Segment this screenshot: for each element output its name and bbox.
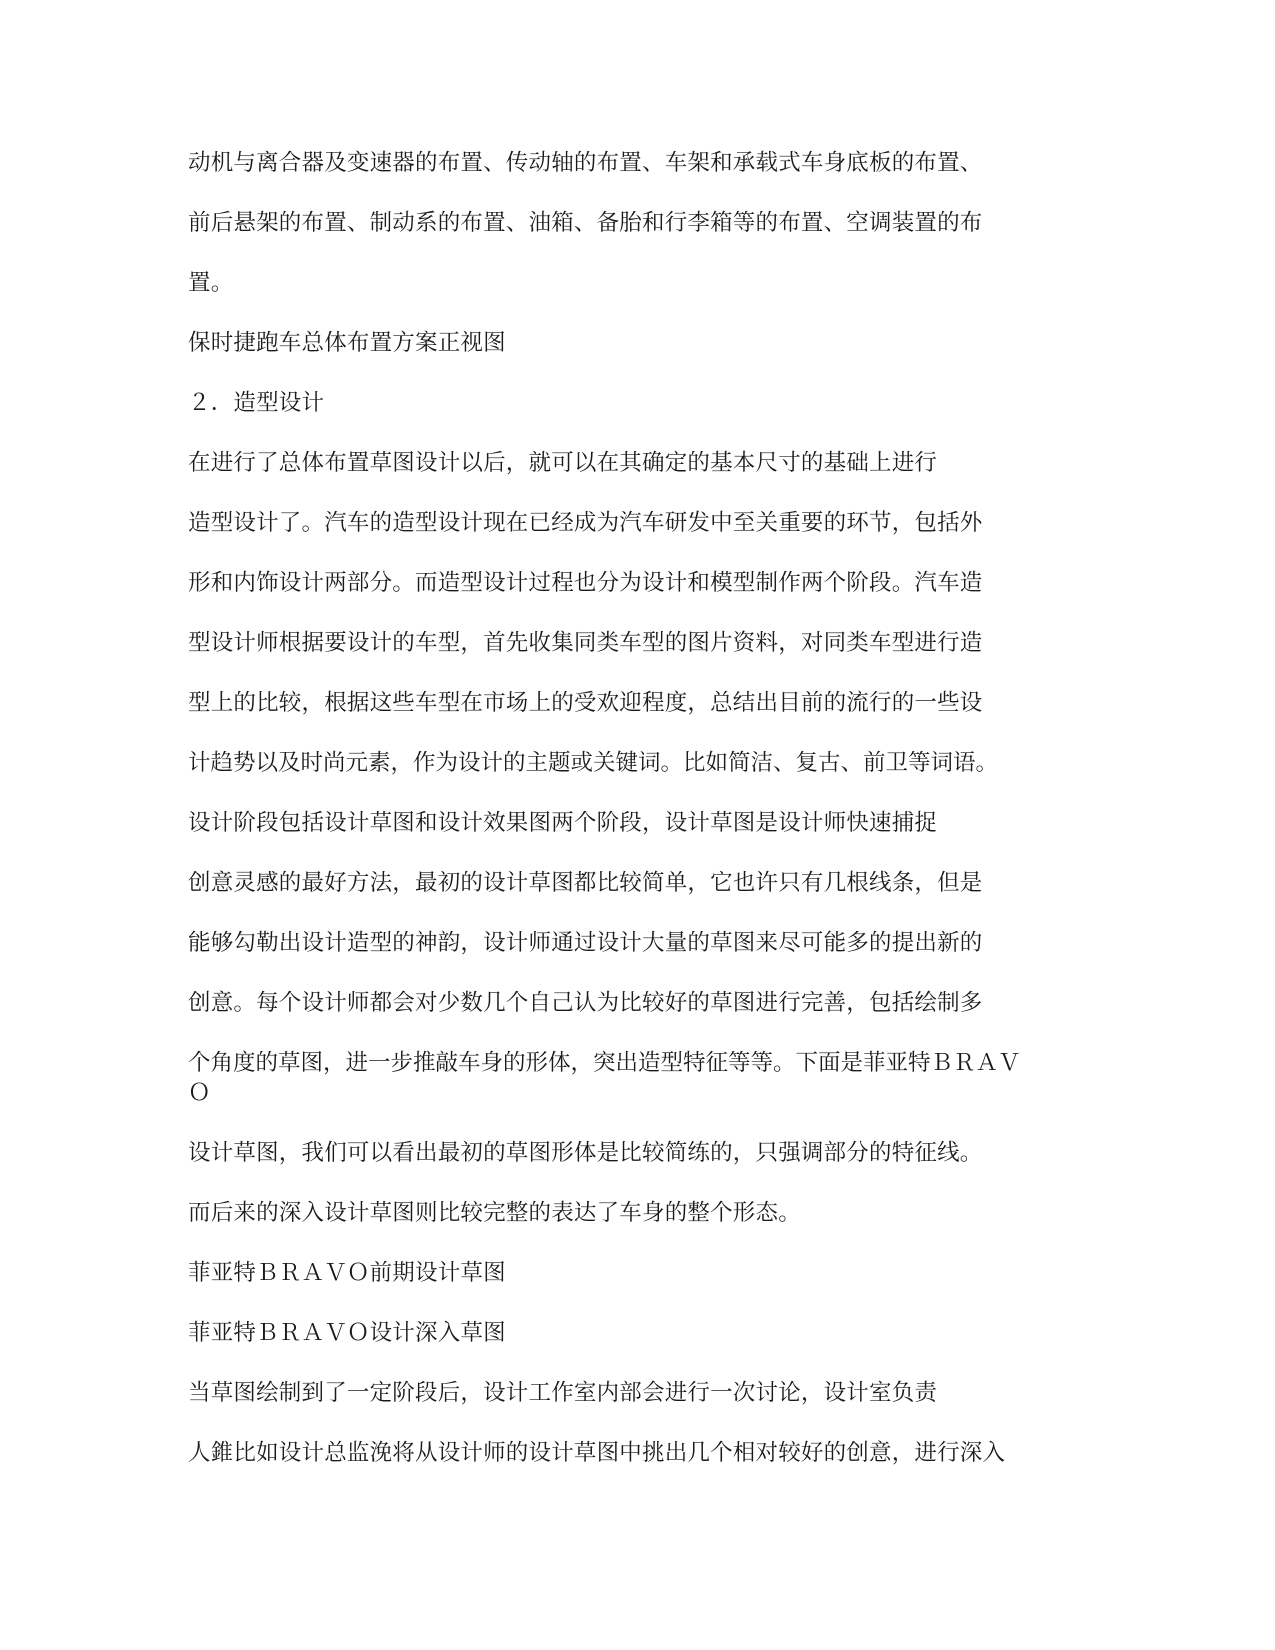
text-line: 而后来的深入设计草图则比较完整的表达了车身的整个形态。 [188, 1200, 801, 1226]
text-line: 个角度的草图，进一步推敲车身的形体，突出造型特征等等。下面是菲亚特ＢＲＡＶ [188, 1050, 1021, 1076]
text-line: 形和内饰设计两部分。而造型设计过程也分为设计和模型制作两个阶段。汽车造 [188, 570, 983, 596]
figure-caption: 保时捷跑车总体布置方案正视图 [188, 330, 506, 356]
text-line: 创意灵感的最好方法，最初的设计草图都比较简单，它也许只有几根线条，但是 [188, 870, 983, 896]
figure-caption: 菲亚特ＢＲＡＶＯ前期设计草图 [188, 1260, 506, 1286]
text-line: Ｏ [188, 1080, 211, 1106]
text-line: 动机与离合器及变速器的布置、传动轴的布置、车架和承载式车身底板的布置、 [188, 150, 983, 176]
text-line: 创意。每个设计师都会对少数几个自己认为比较好的草图进行完善，包括绘制多 [188, 990, 983, 1016]
section-heading: ２．造型设计 [188, 390, 325, 416]
text-line: 造型设计了。汽车的造型设计现在已经成为汽车研发中至关重要的环节，包括外 [188, 510, 983, 536]
text-line: 能够勾勒出设计造型的神韵，设计师通过设计大量的草图来尽可能多的提出新的 [188, 930, 983, 956]
text-line: 前后悬架的布置、制动系的布置、油箱、备胎和行李箱等的布置、空调装置的布 [188, 210, 983, 236]
text-line: 计趋势以及时尚元素，作为设计的主题或关键词。比如简洁、复古、前卫等词语。 [188, 750, 999, 776]
text-line: 设计草图，我们可以看出最初的草图形体是比较简练的，只强调部分的特征线。 [188, 1140, 983, 1166]
text-line: 置。 [188, 270, 234, 296]
text-line: 型设计师根据要设计的车型，首先收集同类车型的图片资料，对同类车型进行造 [188, 630, 983, 656]
text-line: 当草图绘制到了一定阶段后，设计工作室内部会进行一次讨论，设计室负责 [188, 1380, 938, 1406]
text-line: 人錐比如设计总监浼将从设计师的设计草图中挑出几个相对较好的创意，进行深入 [188, 1440, 1006, 1466]
text-line: 在进行了总体布置草图设计以后，就可以在其确定的基本尺寸的基础上进行 [188, 450, 938, 476]
figure-caption: 菲亚特ＢＲＡＶＯ设计深入草图 [188, 1320, 506, 1346]
text-line: 设计阶段包括设计草图和设计效果图两个阶段，设计草图是设计师快速捕捉 [188, 810, 938, 836]
text-line: 型上的比较，根据这些车型在市场上的受欢迎程度，总结出目前的流行的一些设 [188, 690, 983, 716]
